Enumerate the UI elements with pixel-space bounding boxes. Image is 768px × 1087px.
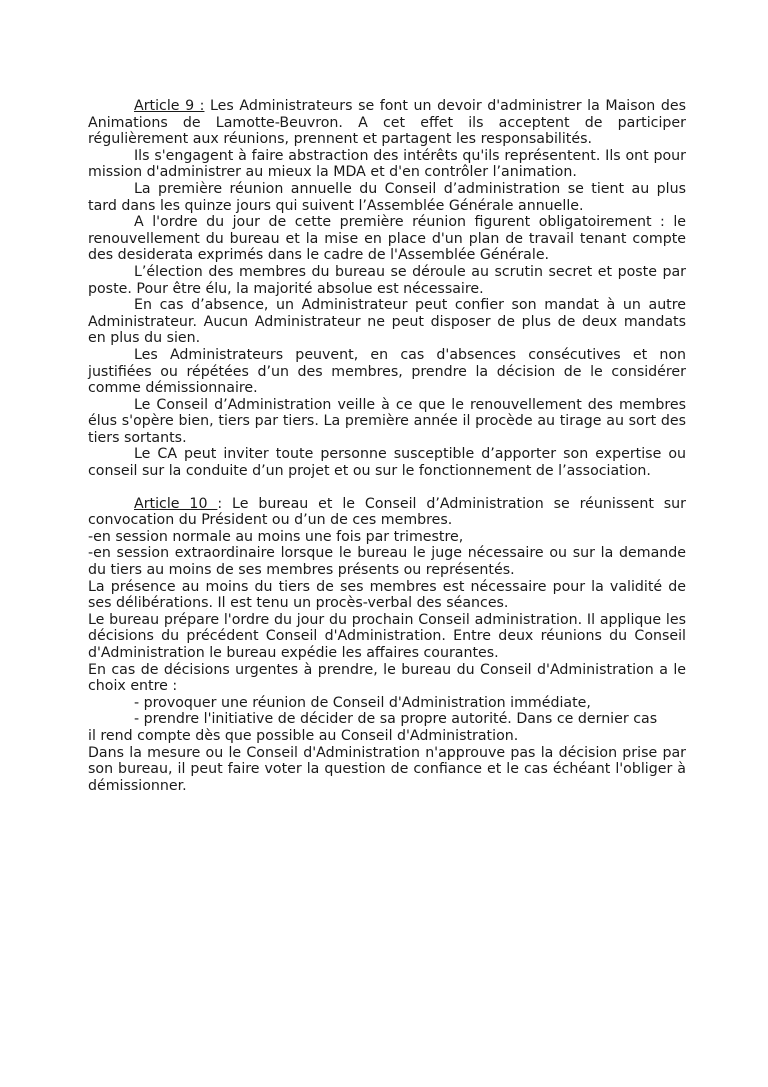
- article-10-list-item-2: -en session extraordinaire lorsque le bureau le juge nécessaire ou sur la demande du tiers au moins de ses membres présents ou représentés.: [88, 545, 686, 579]
- article-10-bullet-1: - provoquer une réunion de Conseil d'Administration immédiate,: [134, 694, 591, 711]
- article-9-paragraph-3: La première réunion annuelle du Conseil d’administration se tient au plus tard dans les quinze jours qui suivent l’Assemblée Générale annuelle.: [88, 180, 686, 214]
- article-10-paragraph-1: [88, 496, 686, 529]
- article-9-paragraph-6: En cas d’absence, un Administrateur peut confier son mandat à un autre Administrateur. Aucun Administrateur ne peut disposer de plus de deux mandats en plus du sien.: [88, 297, 686, 347]
- article-9: [88, 98, 686, 480]
- article-10-intro-text: : Le bureau et le Conseil d’Administration se réunissent sur convocation du Président ou d’un de ces membres.: [88, 495, 687, 529]
- article-9-paragraph-8: Le Conseil d’Administration veille à ce que le renouvellement des membres élus s'opère bien, tiers par tiers. La première année il procède au tirage au sort des tiers sortants.: [88, 396, 686, 446]
- article-10-bullet-2-continuation: il rend compte dès que possible au Conseil d'Administration.: [88, 727, 519, 744]
- article-10: [88, 496, 686, 795]
- article-9-paragraph-2: Ils s'engagent à faire abstraction des intérêts qu'ils représentent. Ils ont pour mission d'administrer au mieux la MDA et d'en contrôler l’animation.: [88, 147, 686, 181]
- article-9-paragraph-4: A l'ordre du jour de cette première réunion figurent obligatoirement : le renouvellement du bureau et la mise en place d'un plan de travail tenant compte des desiderata exprimés dans le cadre de l'Assemblée Générale.: [88, 214, 686, 264]
- article-10-bullet-2: - prendre l'initiative de décider de sa propre autorité. Dans ce dernier cas: [134, 711, 658, 728]
- article-9-label: Article 9 :: [134, 98, 205, 114]
- article-10-list-item-1: -en session normale au moins une fois par trimestre,: [88, 528, 464, 545]
- article-10-paragraph-4: En cas de décisions urgentes à prendre, le bureau du Conseil d'Administration a le choix entre :: [88, 661, 686, 695]
- document-page: [88, 98, 686, 794]
- article-10-label: Article 10: [134, 495, 218, 512]
- article-10-paragraph-2: La présence au moins du tiers de ses membres est nécessaire pour la validité de ses délibérations. Il est tenu un procès-verbal des séances.: [88, 578, 686, 612]
- article-10-paragraph-5: Dans la mesure ou le Conseil d'Administration n'approuve pas la décision prise par son bureau, il peut faire voter la question de confiance et le cas échéant l'obliger à démissionner.: [88, 744, 686, 794]
- article-9-paragraph-9: Le CA peut inviter toute personne susceptible d’apporter son expertise ou conseil sur la conduite d’un projet et ou sur le fonctionnement de l’association.: [88, 446, 686, 480]
- article-10-paragraph-3: Le bureau prépare l'ordre du jour du prochain Conseil administration. Il applique les décisions du précédent Conseil d'Administration. Entre deux réunions du Conseil d'Administration le bureau expédie les affaires courantes.: [88, 611, 686, 661]
- article-9-paragraph-1: [88, 98, 686, 148]
- article-9-intro-text: Les Administrateurs se font un devoir d'administrer la Maison des Animations de Lamotte-Beuvron. A cet effet ils acceptent de participer régulièrement aux réunions, prennent et partagent les responsabilités.: [88, 98, 686, 148]
- article-9-paragraph-7: Les Administrateurs peuvent, en cas d'absences consécutives et non justifiées ou répétées d’un des membres, prendre la décision de le considérer comme démissionnaire.: [88, 346, 686, 397]
- article-9-paragraph-5: L’élection des membres du bureau se déroule au scrutin secret et poste par poste. Pour être élu, la majorité absolue est nécessaire.: [88, 263, 686, 297]
